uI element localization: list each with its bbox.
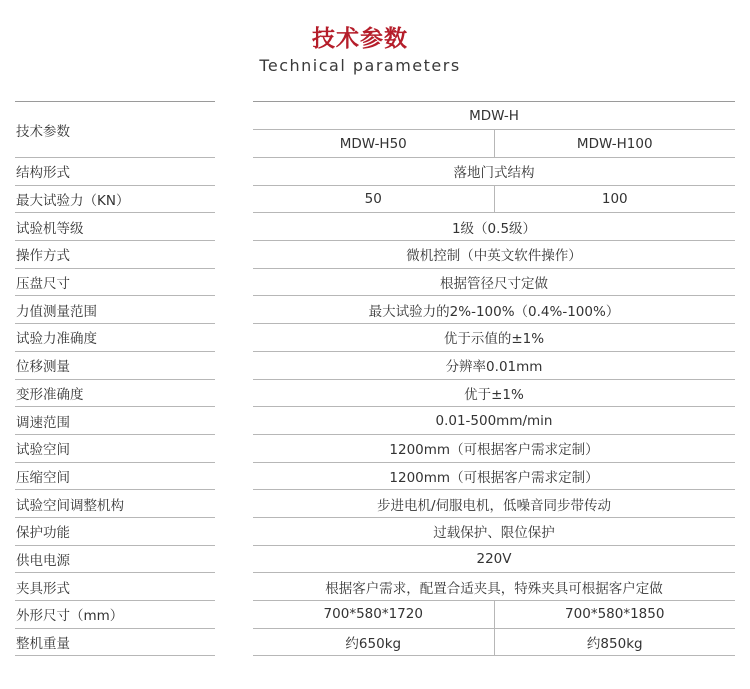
row-label: 试验力准确度 — [15, 324, 215, 352]
value-cell: 步进电机/伺服电机，低噪音同步带传动 — [376, 497, 612, 514]
value-cell: 微机控制（中英文软件操作） — [406, 248, 582, 265]
value-cell: 50 — [364, 191, 382, 208]
table-row — [15, 269, 735, 297]
value-cell: 过载保护、限位保护 — [433, 525, 555, 542]
table-row — [15, 490, 735, 518]
value-cell: 1200mm（可根据客户需求定制） — [389, 469, 599, 486]
value-cell: 优于示值的±1% — [443, 331, 545, 348]
value-cell: 约850kg — [494, 629, 736, 656]
value-cell: 优于±1% — [464, 386, 524, 403]
value-cell: 0.01-500mm/min — [435, 412, 553, 429]
row-values — [253, 296, 735, 324]
row-label: 整机重量 — [15, 629, 215, 657]
value-cell: 100 — [494, 186, 736, 213]
table-row — [15, 629, 735, 657]
row-label: 试验空间 — [15, 435, 215, 463]
row-values — [253, 463, 735, 491]
header-values — [253, 102, 735, 158]
table-row — [15, 435, 735, 463]
row-values — [253, 380, 735, 408]
table-row — [15, 546, 735, 574]
table-row — [15, 601, 735, 629]
parameters-table — [15, 102, 735, 656]
table-row — [15, 518, 735, 546]
row-label: 位移测量 — [15, 352, 215, 380]
table-row — [15, 296, 735, 324]
row-label: 最大试验力（KN） — [15, 186, 215, 214]
row-values — [253, 629, 735, 657]
row-label: 保护功能 — [15, 518, 215, 546]
row-values — [253, 407, 735, 435]
row-label: 调速范围 — [15, 407, 215, 435]
row-values — [253, 490, 735, 518]
row-values — [253, 158, 735, 186]
value-cell: 1200mm（可根据客户需求定制） — [389, 442, 599, 459]
row-label: 试验空间调整机构 — [15, 490, 215, 518]
table-row — [15, 213, 735, 241]
value-cell: 220V — [476, 550, 512, 567]
row-values — [253, 186, 735, 214]
model-cell: MDW-H100 — [494, 130, 736, 157]
row-label: 压盘尺寸 — [15, 269, 215, 297]
value-cell: 700*580*1850 — [494, 601, 736, 628]
row-values — [253, 573, 735, 601]
table-row — [15, 573, 735, 601]
table-header-row — [15, 102, 735, 158]
row-values — [253, 546, 735, 574]
row-label: 供电电源 — [15, 546, 215, 574]
table-row — [15, 352, 735, 380]
model-group-cell: MDW-H — [469, 107, 519, 124]
table-row — [15, 380, 735, 408]
row-label: 操作方式 — [15, 241, 215, 269]
row-values — [253, 518, 735, 546]
row-label: 试验机等级 — [15, 213, 215, 241]
value-cell: 分辨率0.01mm — [445, 359, 543, 376]
table-row — [15, 186, 735, 214]
table-row — [15, 324, 735, 352]
row-values — [253, 435, 735, 463]
row-label: 变形准确度 — [15, 380, 215, 408]
row-label: 结构形式 — [15, 158, 215, 186]
row-values — [253, 352, 735, 380]
value-cell: 根据管径尺寸定做 — [440, 276, 548, 293]
table-row — [15, 463, 735, 491]
row-label: 压缩空间 — [15, 463, 215, 491]
table-row — [15, 241, 735, 269]
value-cell: 落地门式结构 — [453, 165, 535, 182]
table-row — [15, 158, 735, 186]
page-title: 技术参数 — [312, 26, 408, 52]
row-values — [253, 213, 735, 241]
model-cell: MDW-H50 — [339, 135, 407, 152]
page-subtitle: Technical parameters — [259, 56, 461, 75]
value-cell: 1级（0.5级） — [451, 220, 537, 237]
value-cell: 最大试验力的2%-100%（0.4%-100%） — [368, 303, 620, 320]
table-row — [15, 407, 735, 435]
row-label: 力值测量范围 — [15, 296, 215, 324]
row-values — [253, 241, 735, 269]
row-label: 外形尺寸（mm） — [15, 601, 215, 629]
value-cell: 根据客户需求，配置合适夹具，特殊夹具可根据客户定做 — [325, 580, 663, 597]
value-cell: 约650kg — [345, 636, 402, 653]
value-cell: 700*580*1720 — [323, 606, 423, 623]
header-label: 技术参数 — [15, 102, 215, 158]
row-values — [253, 601, 735, 629]
row-label: 夹具形式 — [15, 573, 215, 601]
row-values — [253, 324, 735, 352]
row-values — [253, 269, 735, 297]
